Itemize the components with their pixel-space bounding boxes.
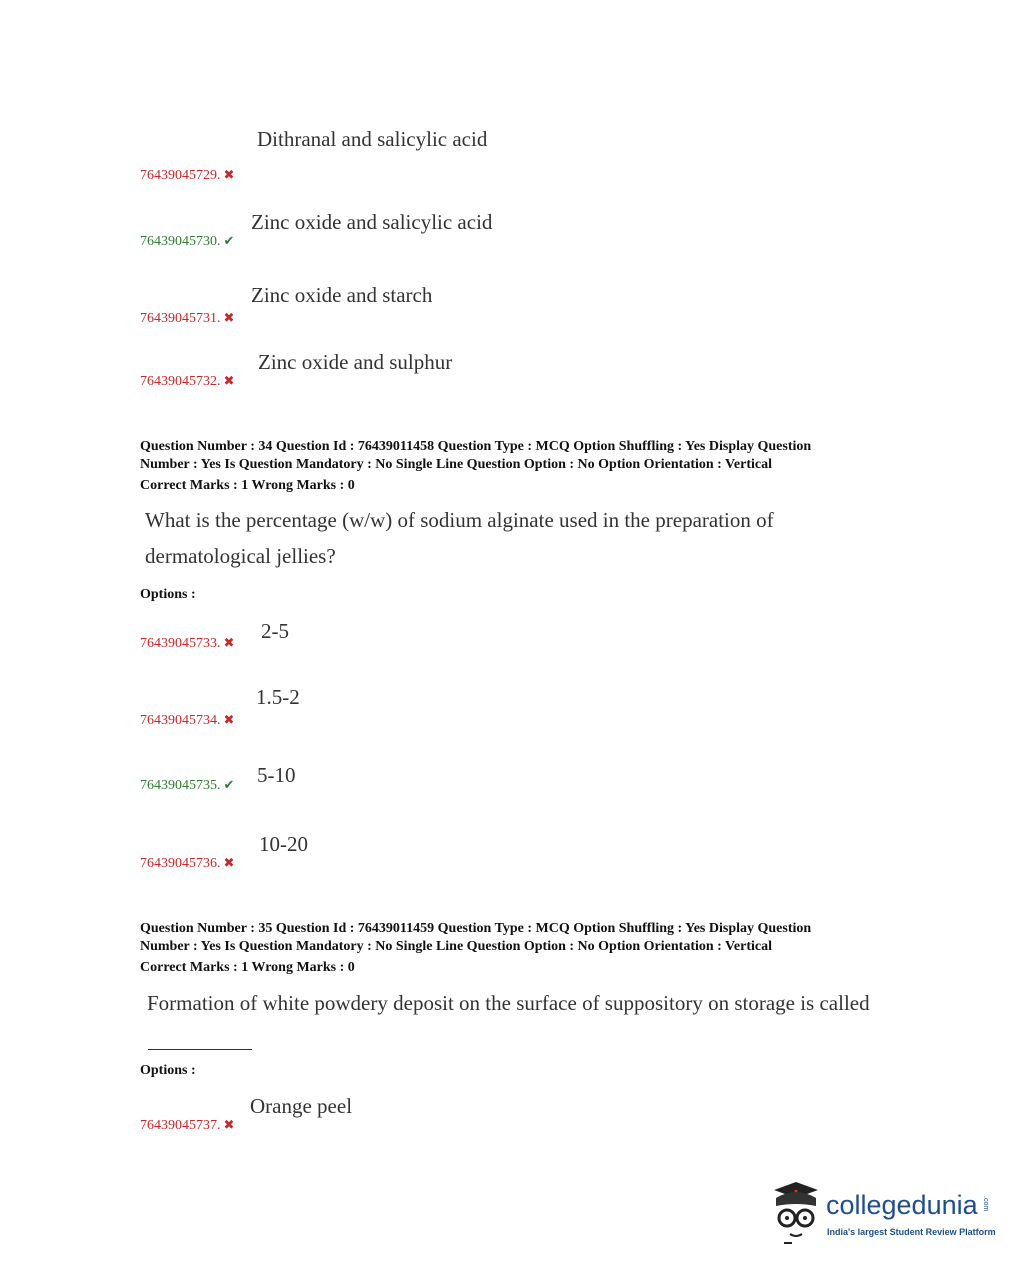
option-id: 76439045737. ✖ [140, 1117, 235, 1133]
answer-blank [148, 1049, 252, 1050]
options-label: Options : [140, 587, 196, 602]
logo-suffix: .com [982, 1196, 989, 1212]
cross-icon: ✖ [223, 167, 235, 182]
meta-line: Question Number : 34 Question Id : 76439011458 Question Type : MCQ Option Shuffling : Yes Display Question [140, 439, 812, 454]
question-text: What is the percentage (w/w) of sodium alginate used in the preparation of [145, 508, 774, 532]
option-text: Zinc oxide and sulphur [258, 350, 453, 374]
option-text: 2-5 [261, 619, 289, 643]
option-id: 76439045732. ✖ [140, 373, 235, 389]
option-text: 10-20 [259, 832, 308, 856]
option-id: 76439045733. ✖ [140, 635, 235, 651]
cross-icon: ✖ [223, 712, 235, 727]
option-id: 76439045730. ✔ [140, 233, 235, 249]
option-id: 76439045735. ✔ [140, 777, 235, 793]
meta-line: Number : Yes Is Question Mandatory : No Single Line Question Option : No Option Orientation : Vertical [140, 939, 772, 954]
cross-icon: ✖ [223, 635, 235, 650]
logo-name: collegedunia [826, 1190, 978, 1220]
cross-icon: ✖ [223, 1117, 235, 1132]
option-id: 76439045734. ✖ [140, 712, 235, 728]
option-id: 76439045731. ✖ [140, 310, 235, 326]
option-text: Zinc oxide and starch [251, 283, 433, 307]
check-icon: ✔ [223, 233, 235, 248]
option-text: Orange peel [250, 1094, 353, 1118]
question-text: dermatological jellies? [145, 544, 336, 568]
logo-tagline: India's largest Student Review Platform [827, 1227, 996, 1237]
option-text: Zinc oxide and salicylic acid [251, 210, 493, 234]
meta-line: Question Number : 35 Question Id : 76439011459 Question Type : MCQ Option Shuffling : Yes Display Question [140, 921, 812, 936]
meta-line: Correct Marks : 1 Wrong Marks : 0 [140, 478, 355, 493]
cross-icon: ✖ [223, 855, 235, 870]
collegedunia-logo [766, 1176, 996, 1246]
question-meta [140, 438, 880, 495]
question-text: Formation of white powdery deposit on the surface of suppository on storage is called [147, 991, 870, 1015]
mascot-icon [766, 1176, 826, 1246]
options-label: Options : [140, 1063, 196, 1078]
meta-line: Number : Yes Is Question Mandatory : No Single Line Question Option : No Option Orientation : Vertical [140, 457, 772, 472]
question-meta [140, 920, 880, 977]
option-text: Dithranal and salicylic acid [257, 127, 488, 151]
option-text: 5-10 [257, 763, 296, 787]
check-icon: ✔ [223, 777, 235, 792]
option-id: 76439045736. ✖ [140, 855, 235, 871]
option-id: 76439045729. ✖ [140, 167, 235, 183]
option-text: 1.5-2 [256, 685, 300, 709]
cross-icon: ✖ [223, 310, 235, 325]
meta-line: Correct Marks : 1 Wrong Marks : 0 [140, 960, 355, 975]
cross-icon: ✖ [223, 373, 235, 388]
